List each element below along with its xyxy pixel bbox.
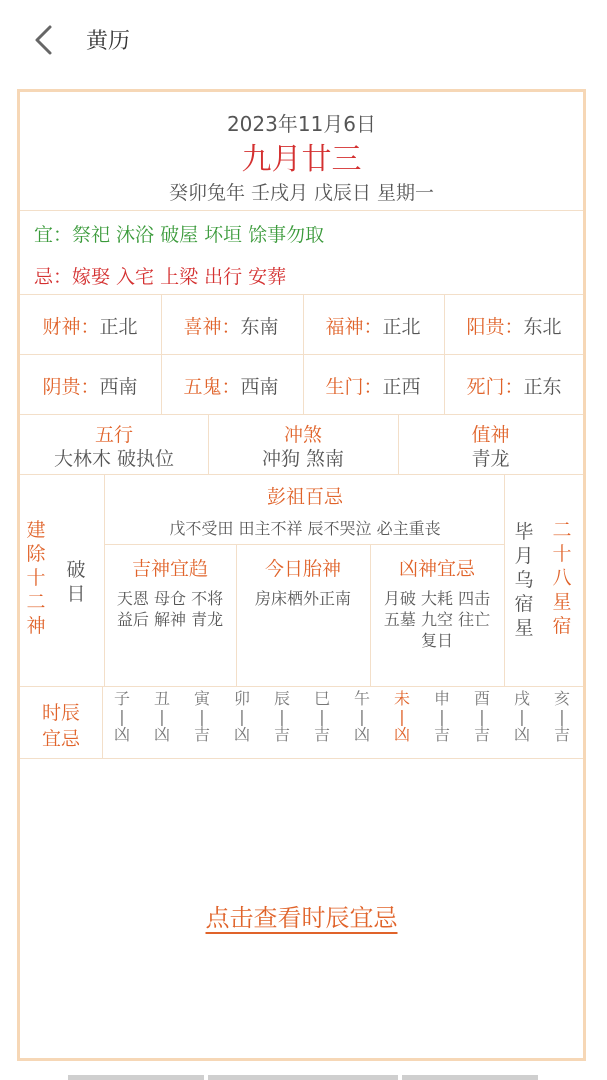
back-button[interactable] [28, 22, 64, 58]
pengzu-text: 戊不受田 田主不祥 辰不哭泣 必主重丧 [169, 519, 441, 538]
jishen-text: 天恩 母仓 不将 益后 解神 青龙 [116, 589, 224, 629]
taishen-text: 房床栖外正南 [254, 589, 351, 608]
chongsha-title: 冲煞 [283, 424, 322, 446]
zhishen-value: 青龙 [471, 448, 510, 470]
hour-wu: 午 | 凶 [353, 689, 370, 744]
ganzhi-date: 癸卯兔年 壬戌月 戊辰日 星期一 [168, 182, 435, 204]
hour-yin: 寅 | 吉 [193, 689, 210, 744]
divider [20, 294, 583, 295]
divider [20, 354, 583, 355]
nav-indicator [208, 1075, 398, 1080]
pengzu-title: 彭祖百忌 [266, 486, 343, 508]
app-header [0, 0, 607, 80]
hours-label: 时辰 宜忌 [41, 702, 80, 750]
jianchu-label: 建除十二神 [26, 519, 46, 637]
hour-mao: 卯 | 凶 [233, 689, 250, 744]
hour-chen: 辰 | 吉 [273, 689, 290, 744]
avoid-activities: 忌：嫁娶 入宅 上梁 出行 安葬 [34, 266, 287, 288]
hour-shen: 申 | 吉 [433, 689, 450, 744]
jishen-title: 吉神宜趋 [131, 558, 208, 580]
divider [20, 686, 583, 687]
hour-hai: 亥 | 吉 [553, 689, 570, 744]
divider [20, 210, 583, 211]
taishen-title: 今日胎神 [264, 558, 341, 580]
hour-wei: 未 | 凶 [393, 689, 410, 744]
god-simen: 死门：正东 [466, 376, 562, 398]
xiu-label: 二十八星宿 [552, 519, 572, 637]
xiongshen-title: 凶神宜忌 [398, 558, 475, 580]
hour-xu: 戌 | 凶 [513, 689, 530, 744]
jianchu-value: 破日 [66, 559, 86, 605]
god-shengmen: 生门：正西 [325, 376, 421, 398]
divider [20, 758, 583, 759]
xiongshen-text: 月破 大耗 四击 五墓 九空 往亡 复日 [383, 589, 491, 650]
god-xishen: 喜神：东南 [183, 316, 279, 338]
almanac-card [17, 89, 586, 1061]
nav-indicator [402, 1075, 538, 1080]
god-wugui: 五鬼：西南 [183, 376, 279, 398]
wuxing-title: 五行 [94, 424, 133, 446]
hour-si: 巳 | 吉 [313, 689, 330, 744]
wuxing-value: 大林木 破执位 [53, 448, 175, 470]
chongsha-value: 冲狗 煞南 [261, 448, 345, 470]
divider [20, 414, 583, 415]
god-caishen: 财神：正北 [42, 316, 138, 338]
solar-date: 2023年11月6日 [226, 112, 377, 136]
view-hours-link[interactable]: 点击查看时辰宜忌 [205, 904, 398, 932]
god-fushen: 福神：正北 [325, 316, 421, 338]
xiu-value: 毕月乌宿星 [514, 521, 534, 639]
hour-zi: 子 | 凶 [113, 689, 130, 744]
nav-indicator [68, 1075, 204, 1080]
hour-chou: 丑 | 凶 [153, 689, 170, 744]
suitable-activities: 宜：祭祀 沐浴 破屋 坏垣 馀事勿取 [34, 224, 325, 246]
lunar-date: 九月廿三 [241, 142, 362, 177]
god-yingui: 阴贵：西南 [42, 376, 138, 398]
zhishen-title: 值神 [471, 424, 510, 446]
hour-you: 酉 | 吉 [473, 689, 490, 744]
page-title: 黄历 [86, 29, 131, 54]
god-yanggui: 阳贵：东北 [466, 316, 562, 338]
chevron-left-icon [28, 22, 64, 58]
